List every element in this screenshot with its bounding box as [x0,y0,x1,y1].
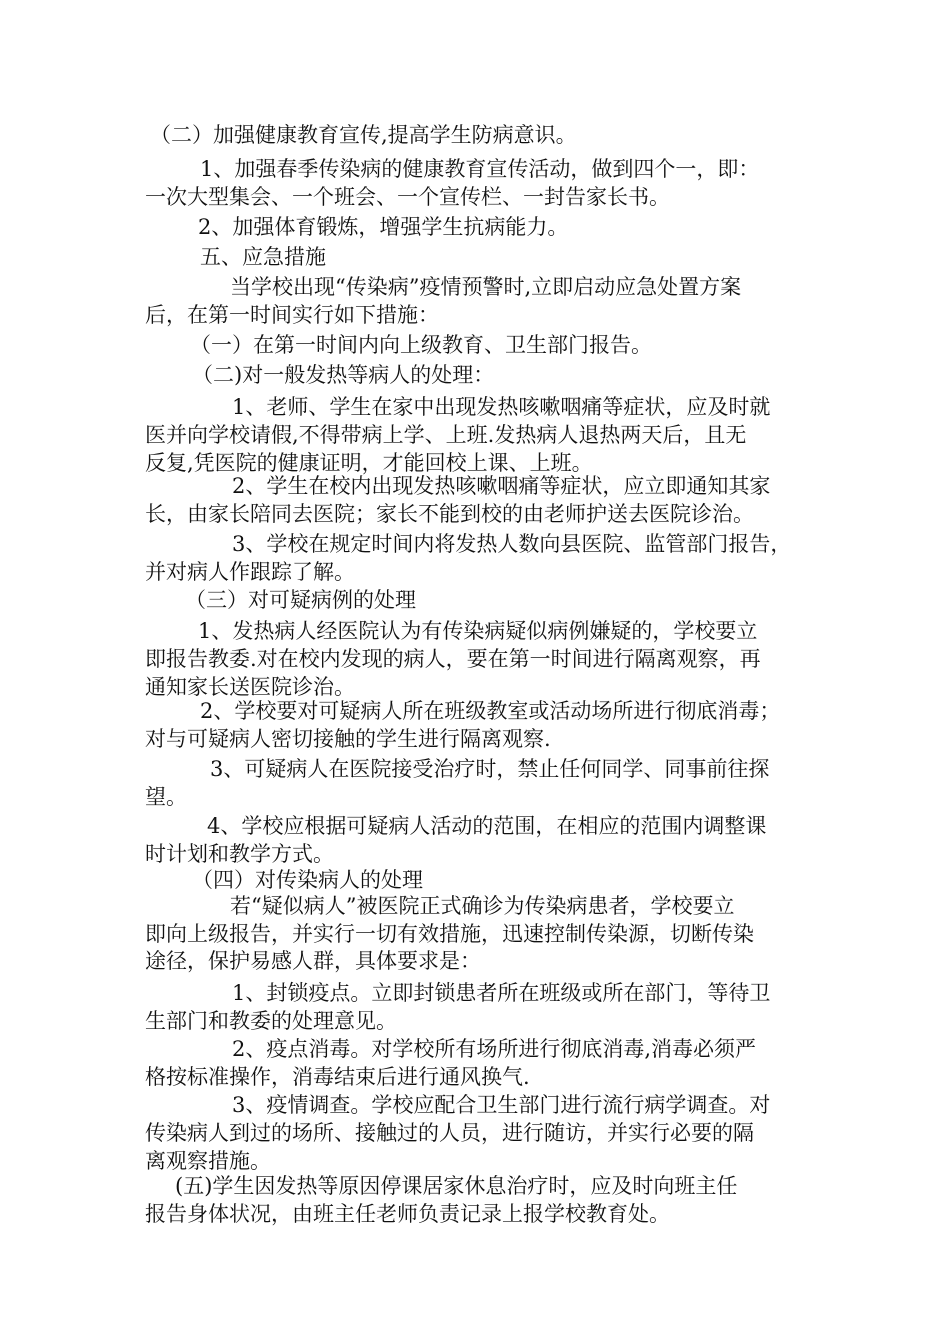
section-heading-suspected-cases: （三）对可疑病例的处理 [185,588,416,612]
paragraph-line: 通知家长送医院诊治。 [145,675,355,699]
paragraph-line: 即报告教委.对在校内发现的病人，要在第一时间进行隔离观察，再 [145,647,761,671]
paragraph-line: 2、学生在校内出现发热咳嗽咽痛等症状，应立即通知其家 [232,474,771,498]
paragraph-line: 3、可疑病人在医院接受治疗时，禁止任何同学、同事前往探 [210,757,770,781]
paragraph-line: 一次大型集会、一个班会、一个宣传栏、一封告家长书。 [145,185,670,209]
paragraph-line: 离观察措施。 [145,1149,271,1173]
section-heading-infectious-patients: （四）对传染病人的处理 [192,868,423,892]
paragraph-line: 报告身体状况，由班主任老师负责记录上报学校教育处。 [145,1202,670,1226]
paragraph-line: 1、封锁疫点。立即封锁患者所在班级或所在部门，等待卫 [232,981,771,1005]
paragraph-line: 1、发热病人经医院认为有传染病疑似病例嫌疑的，学校要立 [198,619,758,643]
paragraph-line: 长，由家长陪同去医院；家长不能到校的由老师护送去医院诊治。 [145,502,754,526]
paragraph-line: 格按标准操作，消毒结束后进行通风换气. [145,1065,530,1089]
paragraph-line: 若“疑似病人”被医院正式确诊为传染病患者，学校要立 [230,894,735,918]
paragraph-line: 后，在第一时间实行如下措施： [145,303,439,327]
paragraph-line: 并对病人作跟踪了解。 [145,560,355,584]
paragraph-line: 对与可疑病人密切接触的学生进行隔离观察. [145,727,551,751]
paragraph-line: 4、学校应根据可疑病人活动的范围，在相应的范围内调整课 [207,814,767,838]
paragraph-line: 即向上级报告，并实行一切有效措施，迅速控制传染源，切断传染 [145,922,754,946]
paragraph-line: 2、加强体育锻炼，增强学生抗病能力。 [198,215,569,239]
paragraph-line: 望。 [145,785,187,809]
paragraph-line: 2、疫点消毒。对学校所有场所进行彻底消毒,消毒必须严 [232,1037,757,1061]
paragraph-line: 1、老师、学生在家中出现发热咳嗽咽痛等症状，应及时就 [232,395,771,419]
paragraph-line: 当学校出现“传染病”疫情预警时,立即启动应急处置方案 [230,275,742,299]
section-heading-fever-handling: （二)对一般发热等病人的处理： [192,363,495,387]
paragraph-line: 医并向学校请假,不得带病上学、上班.发热病人退热两天后，且无 [145,423,747,447]
paragraph-line: 3、疫情调查。学校应配合卫生部门进行流行病学调查。对 [232,1093,771,1117]
section-heading-emergency-measures: 五、应急措施 [200,245,326,269]
paragraph-line: 途径，保护易感人群，具体要求是： [145,949,481,973]
section-heading-sick-leave: (五)学生因发热等原因停课居家休息治疗时，应及时向班主任 [175,1174,738,1198]
paragraph-line: 时计划和教学方式。 [145,842,334,866]
section-heading-report: （一）在第一时间内向上级教育、卫生部门报告。 [190,333,652,357]
paragraph-line: 2、学校要对可疑病人所在班级教室或活动场所进行彻底消毒； [200,699,781,723]
section-heading-health-education: （二）加强健康教育宣传,提高学生防病意识。 [150,123,577,147]
paragraph-line: 1、加强春季传染病的健康教育宣传活动，做到四个一，即： [200,157,760,181]
paragraph-line: 生部门和教委的处理意见。 [145,1009,397,1033]
paragraph-line: 3、学校在规定时间内将发热人数向县医院、监管部门报告， [232,532,792,556]
paragraph-line: 反复,凭医院的健康证明，才能回校上课、上班。 [145,451,593,475]
paragraph-line: 传染病人到过的场所、接触过的人员，进行随访，并实行必要的隔 [145,1121,754,1145]
